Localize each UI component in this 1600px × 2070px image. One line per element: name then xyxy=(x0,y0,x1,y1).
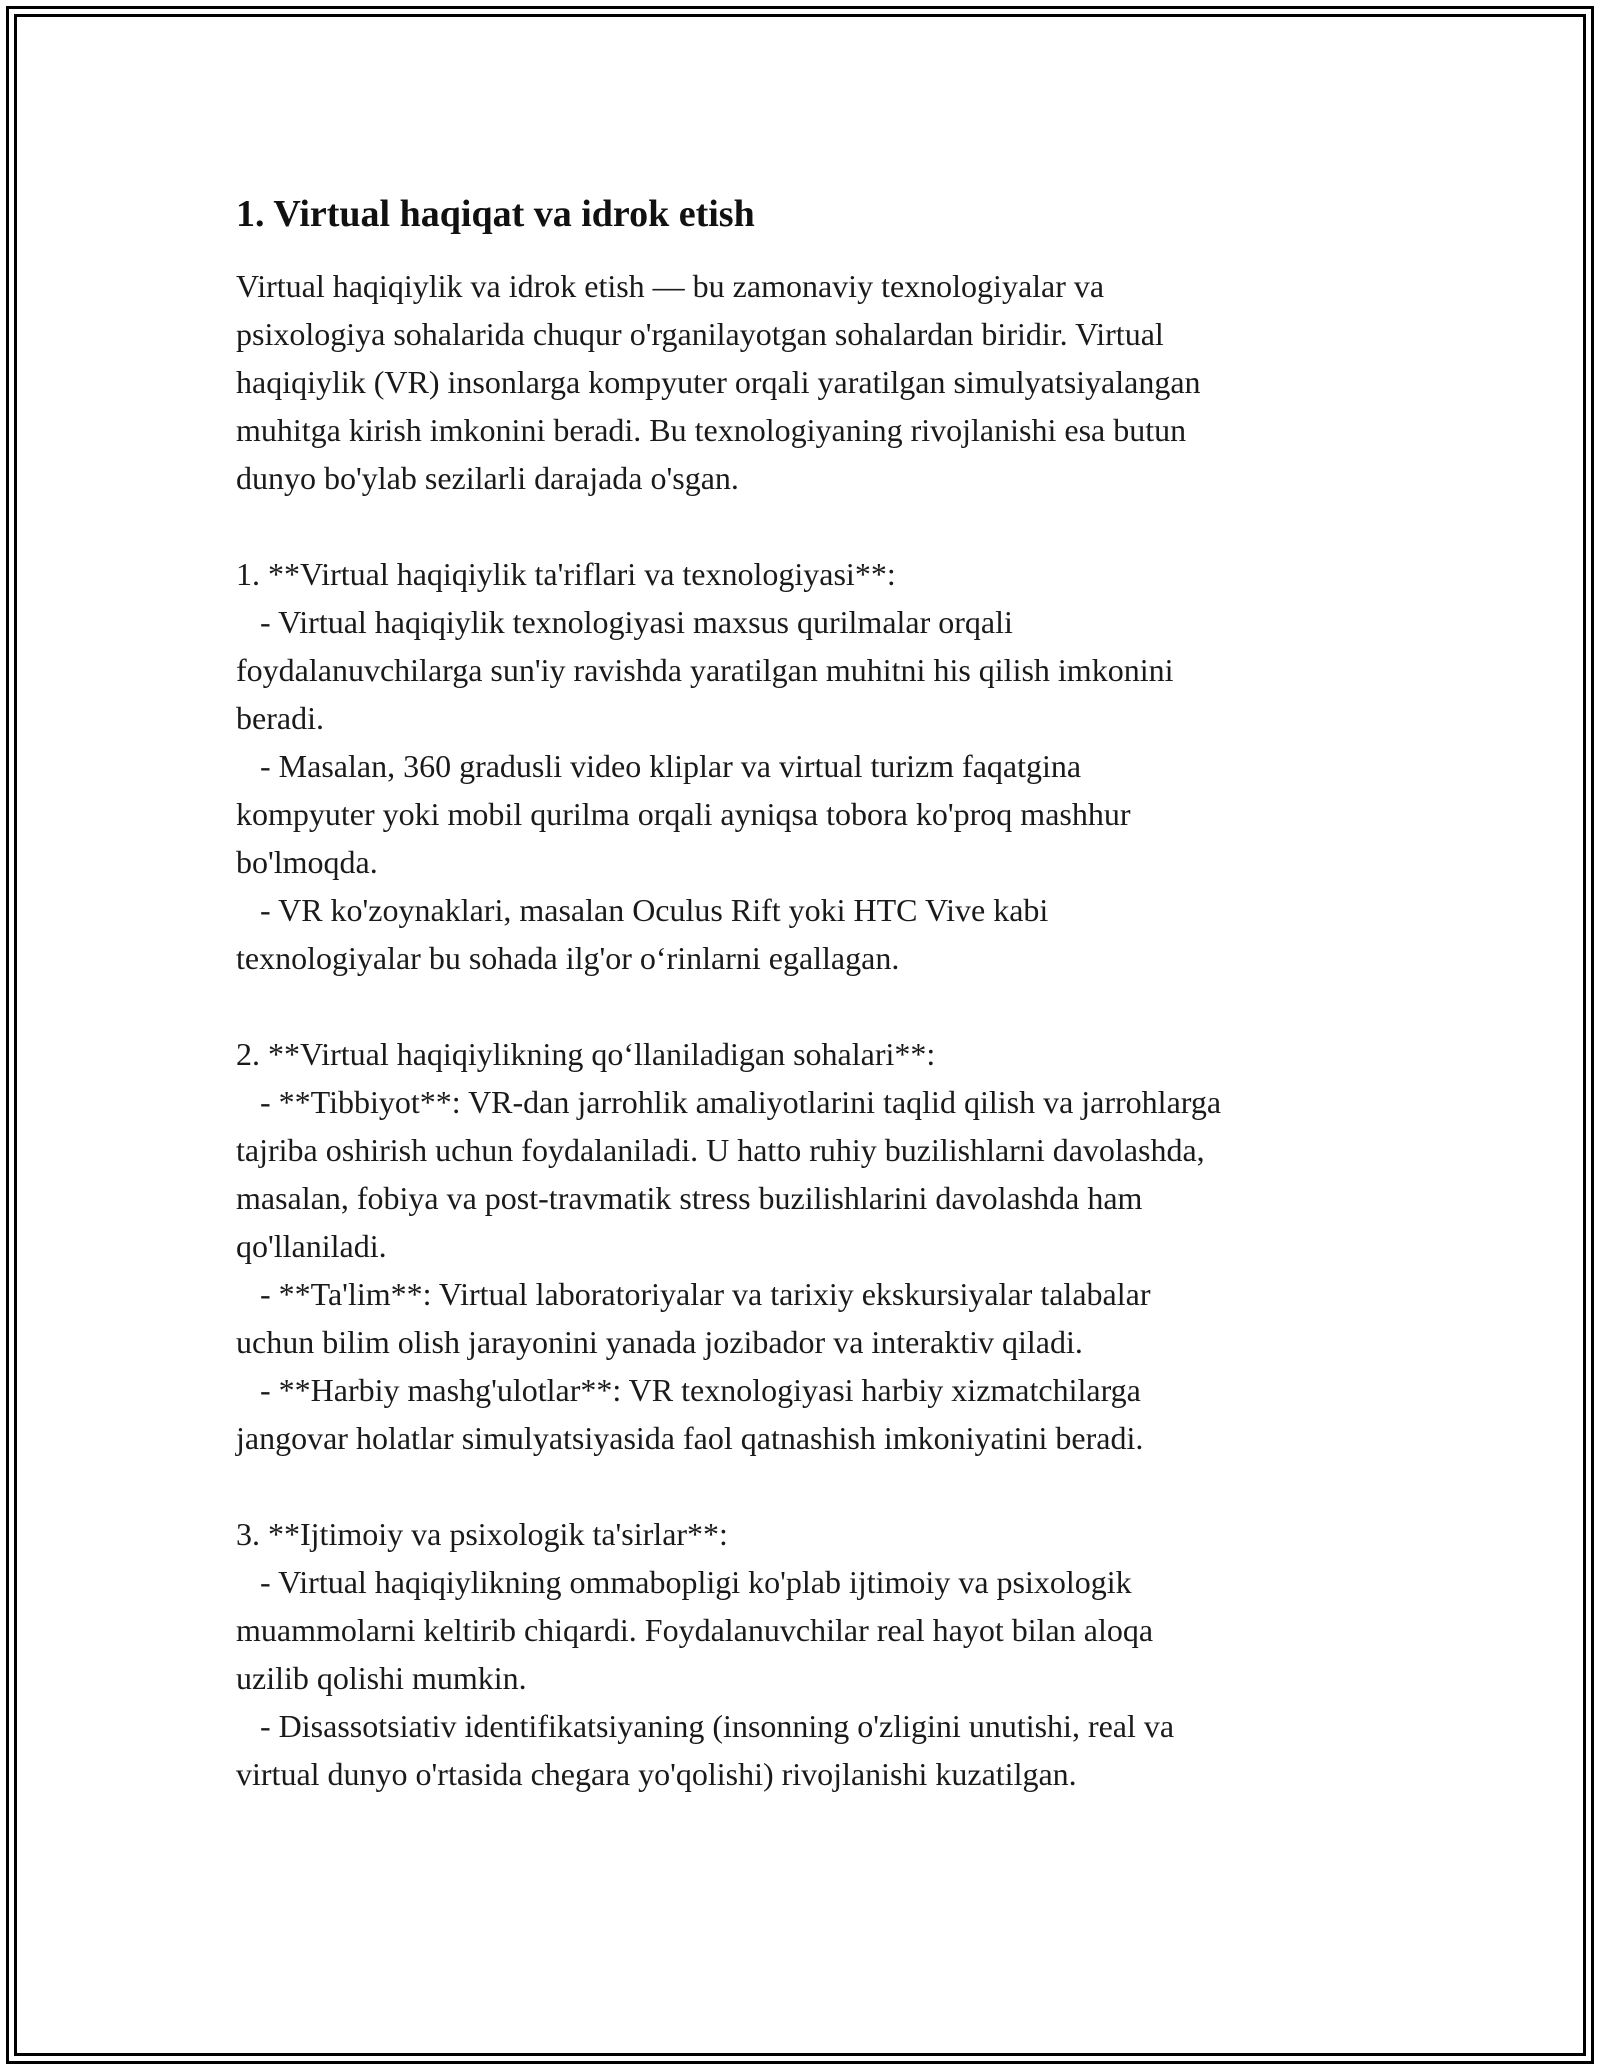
document-content xyxy=(236,186,1376,1798)
document-body: Virtual haqiqiylik va idrok etish — bu zamonaviy texnologiyalar va psixologiya sohalarida chuqur o'rganilayotgan sohalardan biridir. Virtual haqiqiylik (VR) insonlarga kompyuter orqali yaratilgan simulyatsiyalangan muhitga kirish imkonini beradi. Bu texnologiyaning rivojlanishi esa butun dunyo bo'ylab sezilarli darajada o'sgan. 1. **Virtual haqiqiylik ta'riflari va texnologiyasi**: - Virtual haqiqiylik texnologiyasi maxsus qurilmalar orqali foydalanuvchilarga sun'iy ravishda yaratilgan muhitni his qilish imkonini beradi. - Masalan, 360 gradusli video kliplar va virtual turizm faqatgina kompyuter yoki mobil qurilma orqali ayniqsa tobora ko'proq mashhur bo'lmoqda. - VR ko'zoynaklari, masalan Oculus Rift yoki HTC Vive kabi texnologiyalar bu sohada ilg'or o‘rinlarni egallagan. 2. **Virtual haqiqiylikning qo‘llaniladigan sohalari**: - **Tibbiyot**: VR-dan jarrohlik amaliyotlarini taqlid qilish va jarrohlarga tajriba oshirish uchun foydalaniladi. U hatto ruhiy buzilishlarni davolashda, masalan, fobiya va post-travmatik stress buzilishlarini davolashda ham qo'llaniladi. - **Ta'lim**: Virtual laboratoriyalar va tarixiy ekskursiyalar talabalar uchun bilim olish jarayonini yanada jozibador va interaktiv qiladi. - **Harbiy mashg'ulotlar**: VR texnologiyasi harbiy xizmatchilarga jangovar holatlar simulyatsiyasida faol qatnashish imkoniyatini beradi. 3. **Ijtimoiy va psixologik ta'sirlar**: - Virtual haqiqiylikning ommabopligi ko'plab ijtimoiy va psixologik muammolarni keltirib chiqardi. Foydalanuvchilar real hayot bilan aloqa uzilib qolishi mumkin. - Disassotsiativ identifikatsiyaning (insonning o'zligini unutishi, real va virtual dunyo o'rtasida chegara yo'qolishi) rivojlanishi kuzatilgan. xyxy=(236,268,1222,1792)
document-title: 1. Virtual haqiqat va idrok etish xyxy=(236,193,755,235)
